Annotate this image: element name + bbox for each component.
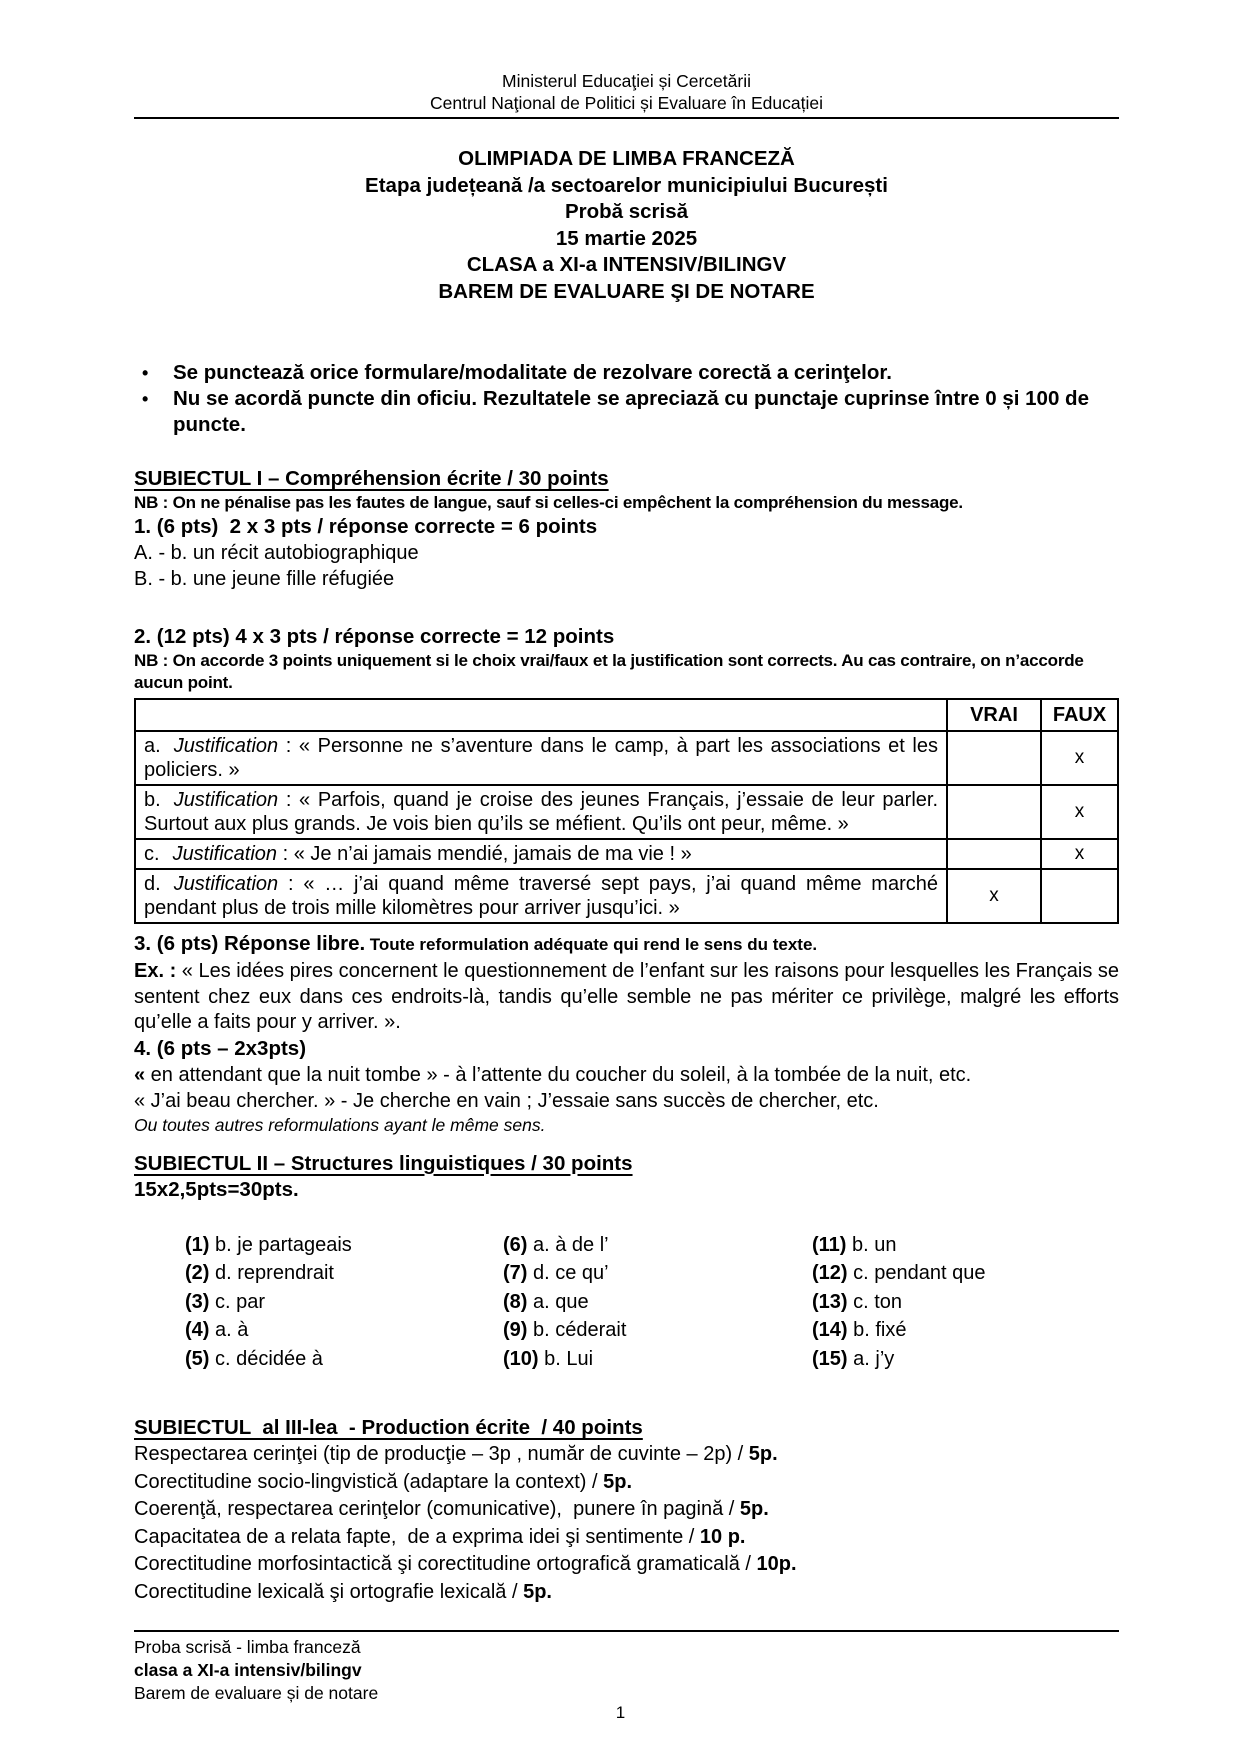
header-divider-rule xyxy=(134,117,1119,119)
title-stage: Etapa județeană /a sectoarelor municipiului București xyxy=(365,173,888,197)
justification-label: Justification xyxy=(173,789,279,811)
answer-item-3 xyxy=(185,1288,503,1317)
answer-number: (6) xyxy=(503,1233,528,1256)
answer-number: (1) xyxy=(185,1233,210,1256)
criterion-points: 5p. xyxy=(603,1470,633,1493)
answer-item-2 xyxy=(185,1259,503,1288)
criterion-5 xyxy=(134,1551,1119,1579)
footer-divider-rule xyxy=(134,1630,1119,1632)
answer-text: b. Lui xyxy=(544,1347,594,1370)
question4-heading: 4. (6 pts – 2x3pts) xyxy=(134,1036,307,1060)
answer-number: (5) xyxy=(185,1347,210,1370)
justification-cell-d xyxy=(135,869,947,923)
justification-cell-a xyxy=(135,731,947,785)
justification-quote: : « … j’ai quand même traversé sept pays, j’ai quand même marché pendant plus de trois mille kilomètres pour arriver jusqu’ici. » xyxy=(144,873,938,919)
answer-item-15 xyxy=(812,1345,1119,1374)
answer-text: c. ton xyxy=(853,1290,903,1313)
justification-cell-b xyxy=(135,785,947,839)
item-letter: d. xyxy=(144,873,161,895)
footer-exam-line: Proba scrisă - limba franceză xyxy=(134,1637,361,1657)
answers-column-1 xyxy=(185,1231,503,1374)
subject1-nb-note: NB : On ne pénalise pas les fautes de langue, sauf si celles-ci empêchent la compréhension du message. xyxy=(134,493,963,512)
faux-mark-a: x xyxy=(1041,731,1118,785)
example-label: Ex. : xyxy=(134,960,177,982)
justification-label: Justification xyxy=(172,843,278,865)
answer-text: c. pendant que xyxy=(853,1262,986,1284)
faux-mark-d xyxy=(1041,869,1118,923)
rule-text-2: Nu se acordă puncte din oficiu. Rezultatele se apreciază cu punctaje cuprinse între 0 și 100 de puncte. xyxy=(173,387,1089,436)
general-rules xyxy=(134,360,1119,438)
title-olympiad: OLIMPIADA DE LIMBA FRANCEZĂ xyxy=(458,147,795,170)
criterion-2 xyxy=(134,1469,1119,1497)
justification-quote: : « Parfois, quand je croise des jeunes Français, j’essaie de leur parler. Surtout aux plus grands. Je vois bien qu’ils se méfient. Qu’ils ont peur, même. » xyxy=(144,789,938,835)
header-ministry-line: Ministerul Educaţiei și Cercetării xyxy=(502,71,751,91)
criterion-text: Coerenţă, respectarea cerinţelor (comunicative), punere în pagină / xyxy=(134,1498,740,1520)
title-barem: BAREM DE EVALUARE ŞI DE NOTARE xyxy=(438,279,815,303)
faux-column-header: FAUX xyxy=(1041,699,1118,731)
answer-number: (14) xyxy=(812,1319,848,1341)
header-center-line: Centrul Naţional de Politici și Evaluare în Educației xyxy=(430,93,823,113)
criterion-4 xyxy=(134,1524,1119,1552)
bullet-icon: • xyxy=(142,363,149,383)
rule-item xyxy=(134,386,1119,438)
question4-italic-note: Ou toutes autres reformulations ayant le même sens. xyxy=(134,1114,546,1135)
vrai-mark-c xyxy=(947,839,1041,869)
question1-heading: 1. (6 pts) 2 x 3 pts / réponse correcte = 6 points xyxy=(134,515,598,538)
footer-class-line: clasa a XI-a intensiv/bilingv xyxy=(134,1660,362,1680)
answer-text: b. un xyxy=(852,1233,897,1256)
rule-text-1: Se punctează orice formulare/modalitate de rezolvare corectă a cerinţelor. xyxy=(173,361,892,384)
answer-text: a. à de l’ xyxy=(533,1233,609,1256)
justification-label: Justification xyxy=(173,735,279,757)
answer-text: b. je partageais xyxy=(215,1233,352,1256)
criterion-text: Capacitatea de a relata fapte, de a exprima idei şi sentimente / xyxy=(134,1525,700,1548)
subject2-heading: SUBIECTUL II – Structures linguistiques / 30 points xyxy=(134,1151,633,1175)
answer-text: a. à xyxy=(215,1319,249,1341)
answer-text: b. fixé xyxy=(853,1319,907,1341)
subject2-subheading: 15x2,5pts=30pts. xyxy=(134,1177,299,1201)
subject2-answers-grid xyxy=(134,1231,1119,1374)
table-row-a xyxy=(135,731,1118,785)
page-footer xyxy=(134,1630,1119,1705)
question1-answer-a: A. - b. un récit autobiographique xyxy=(134,542,419,564)
answer-number: (13) xyxy=(812,1290,848,1313)
answer-text: d. ce qu’ xyxy=(533,1262,609,1284)
justification-quote: : « Personne ne s’aventure dans le camp, à part les associations et les policiers. » xyxy=(144,735,938,781)
answer-item-4 xyxy=(185,1316,503,1345)
answer-text: c. par xyxy=(215,1290,266,1313)
item-letter: c. xyxy=(144,843,160,865)
question3-title: 3. (6 pts) Réponse libre. xyxy=(134,932,366,955)
answer-item-7 xyxy=(503,1259,812,1288)
rule-item xyxy=(134,360,1119,386)
justification-cell-c xyxy=(135,839,947,869)
question1-answer-b: B. - b. une jeune fille réfugiée xyxy=(134,568,395,590)
answer-text: en attendant que la nuit tombe » - à l’attente du coucher du soleil, à la tombée de la nuit, etc. xyxy=(145,1063,972,1086)
title-date: 15 martie 2025 xyxy=(555,226,698,250)
criterion-3 xyxy=(134,1496,1119,1524)
criterion-points: 5p. xyxy=(739,1498,769,1520)
answer-item-1 xyxy=(185,1231,503,1260)
answer-number: (3) xyxy=(185,1290,210,1313)
justification-quote: : « Je n’ai jamais mendié, jamais de ma vie ! » xyxy=(277,843,692,865)
faux-mark-c: x xyxy=(1041,839,1118,869)
answer-item-6 xyxy=(503,1231,812,1260)
answer-number: (9) xyxy=(503,1319,528,1341)
footer-barem-line: Barem de evaluare și de notare xyxy=(134,1683,379,1703)
subject3-heading: SUBIECTUL al III-lea - Production écrite / 40 points xyxy=(134,1416,643,1439)
answer-text: d. reprendrait xyxy=(215,1262,334,1284)
item-letter: b. xyxy=(144,789,161,811)
criterion-points: 10p. xyxy=(756,1553,797,1575)
criterion-points: 10 p. xyxy=(699,1525,746,1548)
document-header xyxy=(134,0,1119,114)
title-block xyxy=(134,146,1119,305)
bullet-icon: • xyxy=(142,389,149,409)
answer-item-10 xyxy=(503,1345,812,1374)
answer-number: (15) xyxy=(812,1347,848,1370)
answer-number: (11) xyxy=(812,1233,847,1256)
question4-answer-2: « J’ai beau chercher. » - Je cherche en vain ; J’essaie sans succès de chercher, etc. xyxy=(134,1089,879,1112)
item-letter: a. xyxy=(144,735,161,757)
question4-answer-1 xyxy=(134,1062,1119,1088)
criterion-text: Corectitudine morfosintactică şi corectitudine ortografică gramaticală / xyxy=(134,1553,757,1575)
example-text: « Les idées pires concernent le questionnement de l’enfant sur les raisons pour lesquelles les Français se sentent chez eux dans ces endroits-là, tandis qu’elle semble ne pas mériter ce privilège, malgré les efforts qu’elle a faits pour y arriver. ». xyxy=(134,960,1120,1033)
answer-text: a. que xyxy=(533,1290,589,1313)
question2-heading: 2. (12 pts) 4 x 3 pts / réponse correcte = 12 points xyxy=(134,625,615,648)
vrai-mark-b xyxy=(947,785,1041,839)
criterion-1 xyxy=(134,1441,1119,1469)
vrai-faux-table xyxy=(134,698,1119,924)
answer-item-11 xyxy=(812,1231,1119,1260)
answer-number: (12) xyxy=(812,1262,848,1284)
table-row-b xyxy=(135,785,1118,839)
table-row-d xyxy=(135,869,1118,923)
answer-number: (4) xyxy=(185,1319,210,1341)
title-exam-type: Probă scrisă xyxy=(564,200,689,223)
criterion-points: 5p. xyxy=(523,1580,552,1603)
question2-nb-note: NB : On accorde 3 points uniquement si le choix vrai/faux et la justification sont corrects. Au cas contraire, on n’accorde aucun point. xyxy=(134,651,1084,692)
subject1-heading: SUBIECTUL I – Compréhension écrite / 30 points xyxy=(134,467,609,490)
answers-column-3 xyxy=(812,1231,1119,1374)
answer-text: c. décidée à xyxy=(215,1347,323,1370)
criterion-text: Respectarea cerinţei (tip de producţie – 3p , număr de cuvinte – 2p) / xyxy=(134,1443,749,1465)
answer-item-9 xyxy=(503,1316,812,1345)
vrai-column-header: VRAI xyxy=(947,699,1041,731)
document-content xyxy=(134,0,1119,1606)
justification-label: Justification xyxy=(173,873,279,895)
answer-item-13 xyxy=(812,1288,1119,1317)
quote-open-mark: « xyxy=(134,1063,146,1086)
question3-heading xyxy=(134,930,1119,959)
answer-item-12 xyxy=(812,1259,1119,1288)
answer-text: b. céderait xyxy=(533,1319,627,1341)
criterion-text: Corectitudine socio-lingvistică (adaptare la context) / xyxy=(134,1470,604,1493)
answer-item-5 xyxy=(185,1345,503,1374)
answer-number: (8) xyxy=(503,1290,528,1313)
criterion-points: 5p. xyxy=(748,1443,778,1465)
answer-number: (2) xyxy=(185,1262,210,1284)
answer-number: (7) xyxy=(503,1262,528,1284)
question3-note: Toute reformulation adéquate qui rend le sens du texte. xyxy=(369,935,818,954)
question3-example xyxy=(134,959,1119,1036)
table-corner-cell xyxy=(135,699,947,731)
answers-column-2 xyxy=(503,1231,812,1374)
criterion-6 xyxy=(134,1579,1119,1607)
criterion-text: Corectitudine lexicală şi ortografie lexicală / xyxy=(134,1580,524,1603)
vrai-mark-a xyxy=(947,731,1041,785)
answer-number: (10) xyxy=(503,1347,539,1370)
table-row-c xyxy=(135,839,1118,869)
answer-item-14 xyxy=(812,1316,1119,1345)
answer-text: a. j’y xyxy=(853,1347,895,1370)
answer-item-8 xyxy=(503,1288,812,1317)
page-number: 1 xyxy=(615,1703,626,1722)
table-header-row xyxy=(135,699,1118,731)
faux-mark-b: x xyxy=(1041,785,1118,839)
title-class: CLASA a XI-a INTENSIV/BILINGV xyxy=(466,253,787,276)
vrai-mark-d: x xyxy=(947,869,1041,923)
